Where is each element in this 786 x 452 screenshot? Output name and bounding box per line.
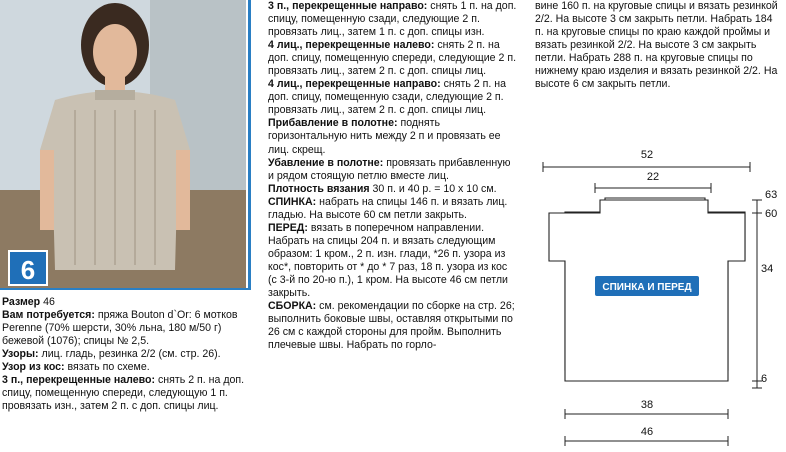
p3-label: 4 лиц., перекрещенные направо: <box>268 78 441 91</box>
left-column <box>2 296 248 413</box>
dim-38-label: 38 <box>640 399 654 411</box>
dim-34-label: 34 <box>761 263 774 275</box>
p9-label: СБОРКА: <box>268 300 317 313</box>
model-illustration <box>0 0 246 290</box>
p5-text: провязать прибавленную и рядом стоящую петлю вместе лиц. <box>268 156 511 182</box>
p4-text: поднять горизонтальную нить между 2 п и провязать ее лиц. скрещ. <box>268 117 501 156</box>
right-column <box>535 0 783 91</box>
patterns-text: лиц. гладь, резинка 2/2 (см. стр. 26). <box>41 348 221 361</box>
section-label: СПИНКА И ПЕРЕД <box>602 282 692 293</box>
cables-line <box>2 361 248 374</box>
cross-left-label: 3 п., перекрещенные налево: <box>2 374 156 387</box>
photo-frame-bottom <box>0 288 251 290</box>
p7-label: СПИНКА: <box>268 195 317 208</box>
size-line <box>2 296 248 309</box>
mid-paragraph <box>268 78 518 117</box>
patterns-line <box>2 348 248 361</box>
right-paragraph: вине 160 п. на круговые спицы и вязать резинкой 2/2. На высоте 3 см закрыть петли. Набрать 184 п. на круговые спицы по краю каждой проймы и вязать резинкой 2/2. На высоте 3 см закрыть петли. Набрать 288 п. на круговые спицы по нижнему краю изделия и вязать резинкой 2/2. На высоте 6 см закрыть петли. <box>535 0 778 91</box>
photo-frame-right <box>248 0 251 290</box>
mid-paragraph <box>268 117 518 156</box>
dim-6-label: 6 <box>761 373 768 385</box>
p1-text: снять 1 п. на доп. спицу, помещенную сзади, следующие 2 п. провязать лиц., затем 1 п. с доп. спицы изн. <box>268 0 517 39</box>
materials-text: пряжа Bouton d`Or: 6 мотков Perenne (70% шерсти, 30% льна, 180 м/50 г) бежевой (1076); спицы № 2,5. <box>2 309 238 348</box>
mid-paragraph <box>268 196 518 222</box>
p8-text: вязать в поперечном направлении. Набрать на спицы 204 п. и вязать следующим образом: 1 кром., 2 п. изн. глади, *26 п. узора из кос*, повторить от * до * 7 раз, 18 п. узора из кос (с 3-й по 20-ю п.), 1 кром. На высоте 46 см петли закрыть. <box>268 221 508 300</box>
pattern-number-badge: 6 <box>8 250 48 286</box>
p9-text: см. рекомендации по сборке на стр. 26; выполнить боковые швы, оставляя открытыми по 26 см с каждой стороны для пройм. Выполнить плечевые швы. Набрать по горло- <box>268 300 515 352</box>
middle-column <box>268 0 518 352</box>
p4-label: Прибавление в полотне: <box>268 117 398 130</box>
cross-left-line <box>2 374 248 413</box>
mid-paragraph <box>268 39 518 78</box>
cross-left-text: снять 2 п. на доп. спицу, помещенную спереди, следующую 1 п. провязать изн., затем 2 п. с доп. спицы лиц. <box>2 374 245 413</box>
size-value: 46 <box>43 296 55 308</box>
materials-line <box>2 309 248 348</box>
dim-top-label: 52 <box>640 149 654 161</box>
p6-label: Плотность вязания <box>268 182 370 195</box>
model-photo <box>0 0 246 290</box>
mid-paragraph <box>268 300 518 352</box>
p2-text: снять 2 п. на доп. спицу, помещенную спереди, следующие 2 п. провязать лиц., затем 2 п. с доп. спицы лиц. <box>268 39 517 78</box>
mid-paragraph <box>268 0 518 39</box>
dim-neck-label: 22 <box>646 171 660 183</box>
p2-label: 4 лиц., перекрещенные налево: <box>268 39 435 52</box>
p6-text: 30 п. и 40 р. = 10 х 10 см. <box>372 182 497 195</box>
cables-label: Узор из кос: <box>2 361 65 374</box>
p3-text: снять 2 п. на доп. спицу, помещенную сзади, следующие 2 п. провязать лиц., затем 2 п. с доп. спицы лиц. <box>268 78 507 117</box>
materials-label: Вам потребуется: <box>2 309 95 322</box>
mid-paragraph <box>268 157 518 183</box>
patterns-label: Узоры: <box>2 348 39 361</box>
p7-text: набрать на спицы 146 п. и вязать лиц. гладью. На высоте 60 см петли закрыть. <box>268 195 508 221</box>
p1-label: 3 п., перекрещенные направо: <box>268 0 428 12</box>
size-label: Размер <box>2 296 41 308</box>
dim-60-label: 60 <box>765 208 778 220</box>
dim-63-label: 63 <box>765 189 778 201</box>
cables-text: вязать по схеме. <box>67 361 150 374</box>
mid-paragraph <box>268 183 518 196</box>
p5-label: Убавление в полотне: <box>268 156 384 169</box>
garment-schematic <box>535 138 785 452</box>
p8-label: ПЕРЕД: <box>268 221 308 234</box>
mid-paragraph <box>268 222 518 300</box>
dim-46-label: 46 <box>640 426 654 438</box>
